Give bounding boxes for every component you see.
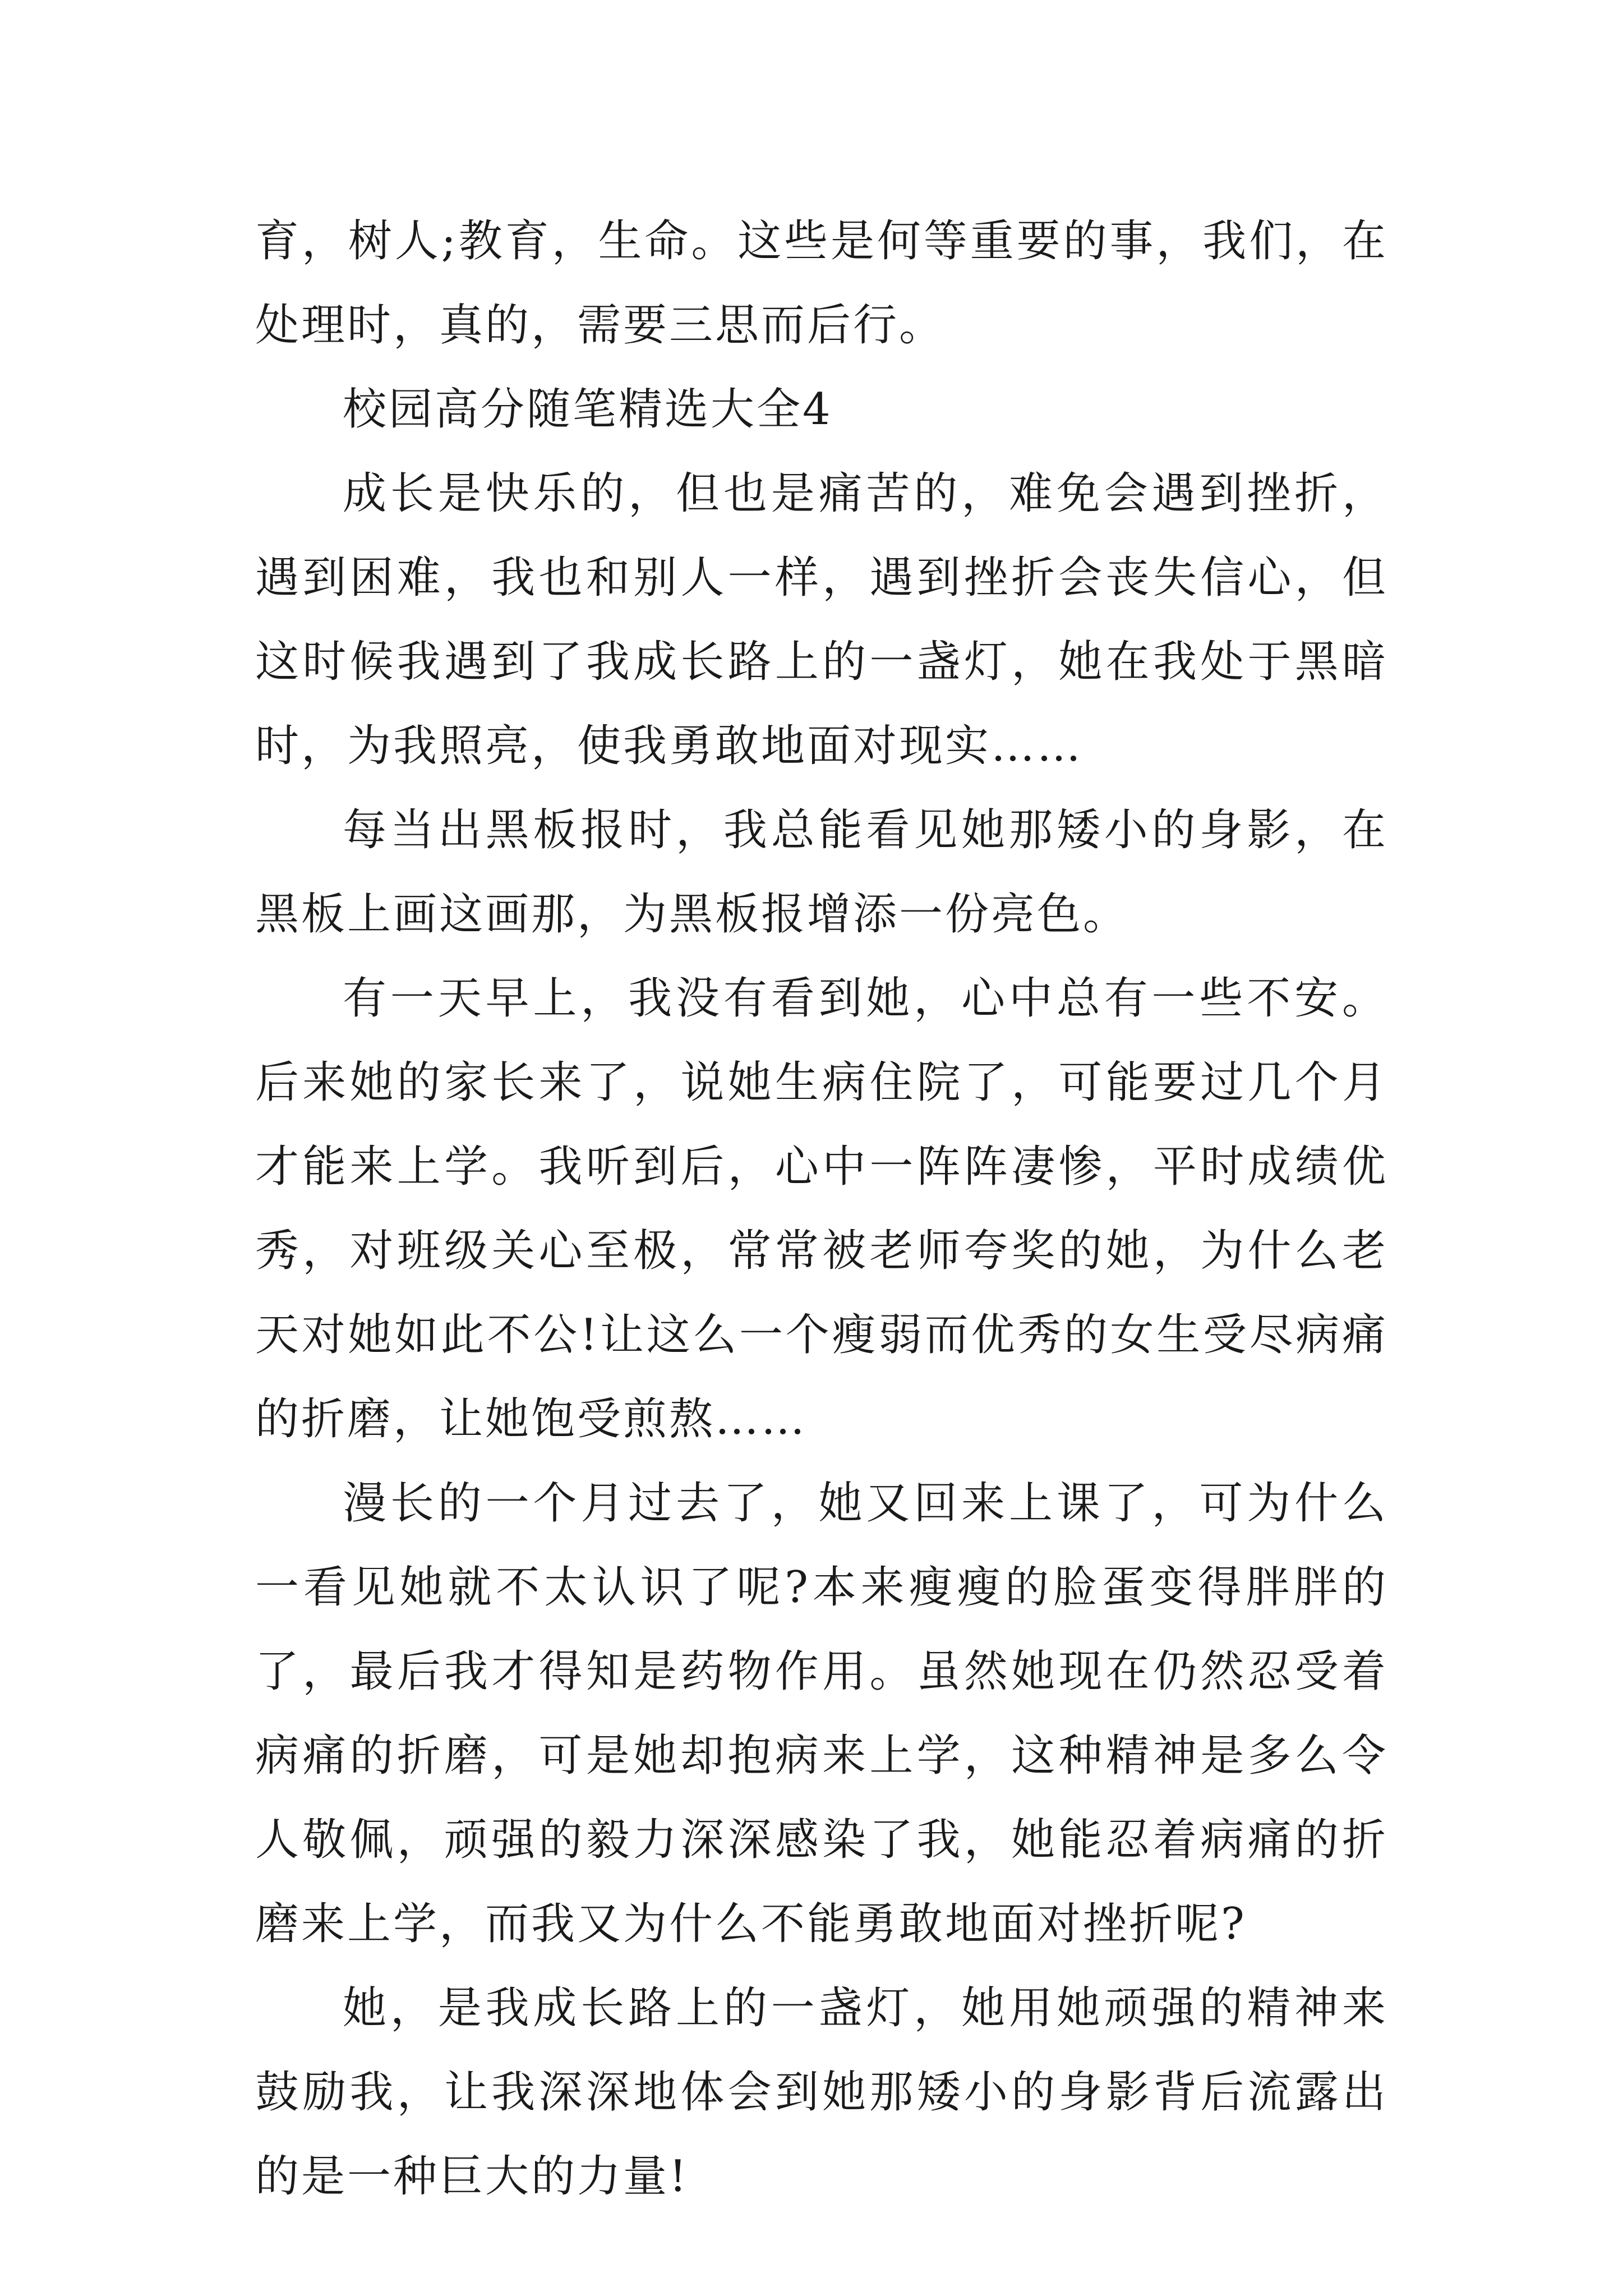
paragraph: 成长是快乐的，但也是痛苦的，难免会遇到挫折，遇到困难，我也和别人一样，遇到挫折会丧失信心，但这时候我遇到了我成长路上的一盏灯，她在我处于黑暗时，为我照亮，使我勇敢地面对现实…… (255, 468, 1388, 771)
paragraph: 每当出黑板报时，我总能看见她那矮小的身影，在黑板上画这画那，为黑板报增添一份亮色。 (255, 805, 1388, 940)
section-title: 校园高分随笔精选大全4 (343, 384, 833, 435)
paragraph: 漫长的一个月过去了，她又回来上课了，可为什么一看见她就不太认识了呢?本来瘦瘦的脸蛋变得胖胖的了，最后我才得知是药物作用。虽然她现在仍然忍受着病痛的折磨，可是她却抱病来上学，这种精神是多么令人敬佩，顽强的毅力深深感染了我，她能忍着病痛的折磨来上学，而我又为什么不能勇敢地面对挫折呢? (255, 1478, 1388, 1949)
paragraph: 她，是我成长路上的一盏灯，她用她顽强的精神来鼓励我，让我深深地体会到她那矮小的身影背后流露出的是一种巨大的力量! (255, 1983, 1388, 2202)
paragraph-continuation: 育，树人;教育，生命。这些是何等重要的事，我们，在处理时，真的，需要三思而后行。 (255, 216, 1388, 351)
paragraph: 有一天早上，我没有看到她，心中总有一些不安。后来她的家长来了，说她生病住院了，可能要过几个月才能来上学。我听到后，心中一阵阵凄惨，平时成绩优秀，对班级关心至极，常常被老师夸奖的她，为什么老天对她如此不公!让这么一个瘦弱而优秀的女生受尽病痛的折磨，让她饱受煎熬…… (255, 973, 1388, 1444)
document-body (255, 199, 1388, 2219)
